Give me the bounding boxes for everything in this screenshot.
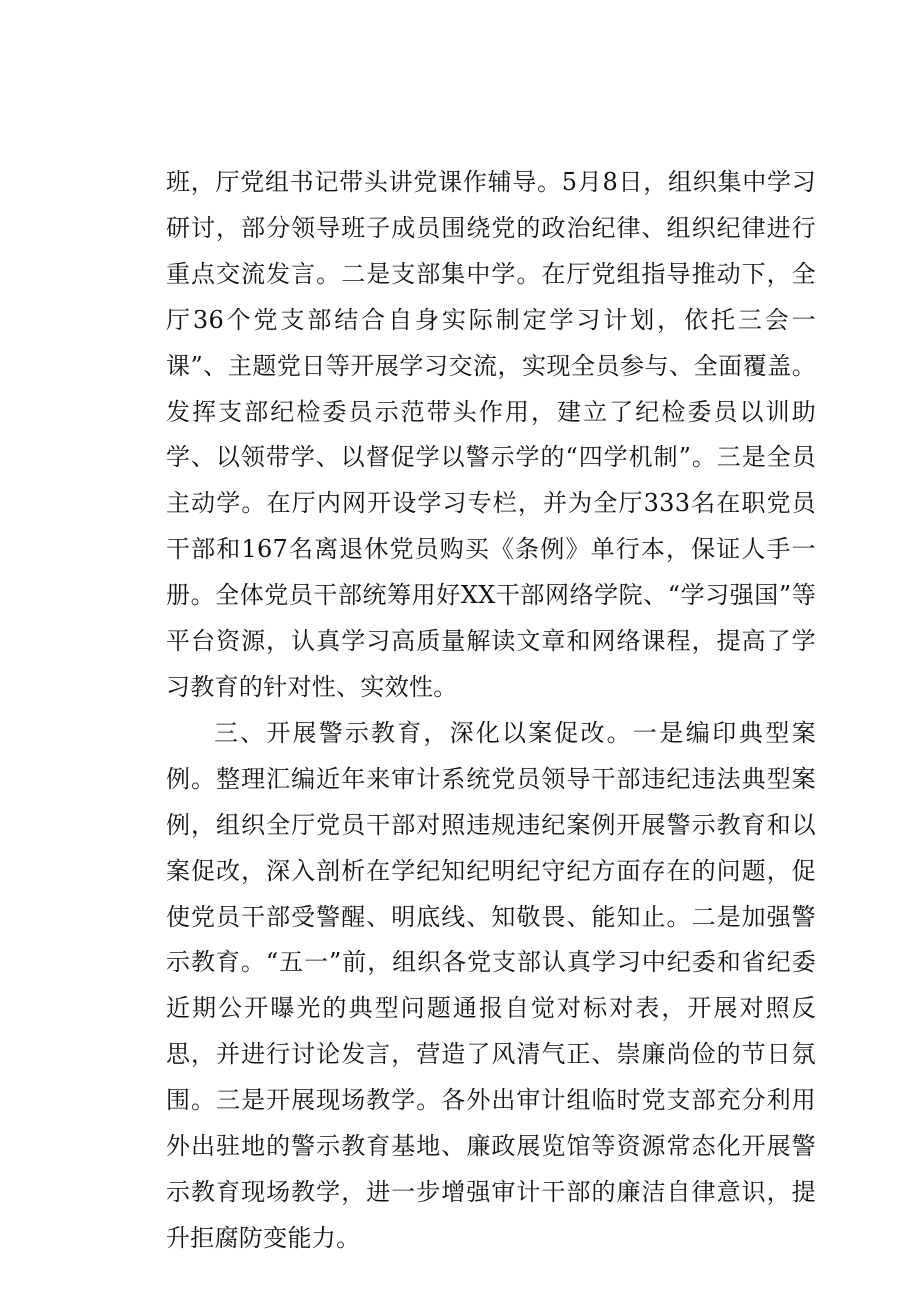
paragraph-warning-education xyxy=(166,711,816,1262)
paragraph-study-activities: 班，厅党组书记带头讲党课作辅导。5月8日，组织集中学习研讨，部分领导班子成员围绕党的政治纪律、组织纪律进行重点交流发言。二是支部集中学。在厅党组指导推动下，全厅36个党支部结合自身实际制定学习计划，依托三会一课”、主题党日等开展学习交流，实现全员参与、全面覆盖。发挥支部纪检委员示范带头作用，建立了纪检委员以训助学、以领带学、以督促学以警示学的“四学机制”。三是全员主动学。在厅内网开设学习专栏，并为全厅333名在职党员干部和167名离退休党员购买《条例》单行本，保证人手一册。全体党员干部统筹用好XX干部网络学院、“学习强国”等平台资源，认真学习高质量解读文章和网络课程，提高了学习教育的针对性、实效性。 xyxy=(166,168,816,701)
section-body-warning-education: 一是编印典型案例。整理汇编近年来审计系统党员领导干部违纪违法典型案例，组织全厅党员干部对照违规违纪案例开展警示教育和以案促改，深入剖析在学纪知纪明纪守纪方面存在的问题，促使党员干部受警醒、明底线、知敬畏、能知止。二是加强警示教育。“五一”前，组织各党支部认真学习中纪委和省纪委近期公开曝光的典型问题通报自觉对标对表，开展对照反思，并进行讨论发言，营造了风清气正、崇廉尚俭的节日氛围。三是开展现场教学。各外出审计组临时党支部充分利用外出驻地的警示教育基地、廉政展览馆等资源常态化开展警示教育现场教学，进一步增强审计干部的廉洁自律意识，提升拒腐防变能力。 xyxy=(166,718,816,1252)
document-body xyxy=(166,160,816,1262)
section-heading-warning-education: 三、开展警示教育，深化以案促改。 xyxy=(214,718,633,747)
